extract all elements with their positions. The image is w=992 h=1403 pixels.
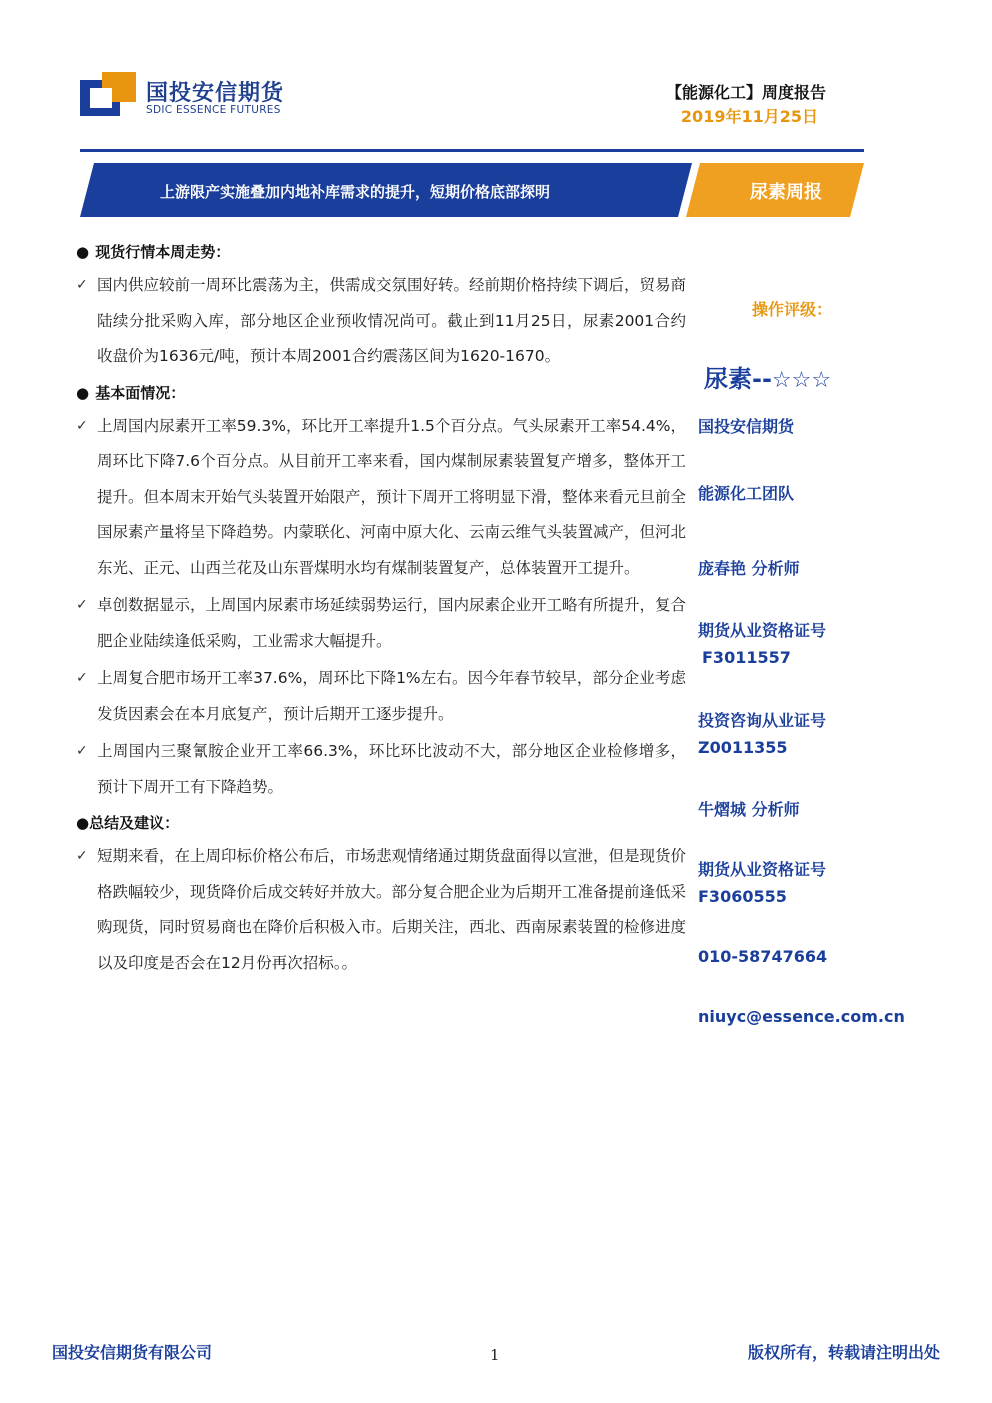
section-heading — [76, 377, 686, 409]
report-date: 2019年11月25日 — [680, 107, 818, 126]
checkmark-icon: ✓ — [76, 670, 88, 686]
analyst-name: 庞春艳 分析师 — [698, 559, 800, 578]
paragraph — [76, 409, 686, 587]
paragraph-text: 上周国内尿素开工率59.3%，环比开工率提升1.5个百分点。气头尿素开工率54.4%，周环比下降7.6个百分点。从目前开工率来看，国内煤制尿素装置复产增多，整体开工提升。但本周末开始气头装置开始限产，预计下周开工将明显下滑，整体来看元旦前全国尿素产量将呈下降趋势。内蒙联化、河南中原大化、云南云维气头装置减产，但河北东光、正元、山西兰花及山东晋煤明水均有煤制装置复产，总体装置开工提升。 — [97, 416, 687, 577]
section-heading-text: 总结及建议： — [89, 814, 180, 832]
cert-number: F3011557 — [702, 648, 791, 667]
cert-label: 期货从业资格证号 — [698, 860, 827, 879]
rating-product: 尿素-- — [704, 365, 772, 393]
advisory-number: Z0011355 — [698, 738, 788, 757]
paragraph — [76, 661, 686, 732]
paragraph-text: 国内供应较前一周环比震荡为主，供需成交氛围好转。经前期价格持续下调后，贸易商陆续分批采购入库，部分地区企业预收情况尚可。截止到11月25日，尿素2001合约收盘价为1636元/吨，预计本周2001合约震荡区间为1620-1670。 — [97, 276, 687, 365]
logo-mark-icon — [80, 72, 138, 118]
cert-number: F3060555 — [698, 887, 787, 906]
banner-tag: 尿素周报 — [750, 182, 822, 203]
paragraph-text: 短期来看，在上周印标价格公布后，市场悲观情绪通过期货盘面得以宣泄，但是现货价格跌幅较少，现货降价后成交转好并放大。部分复合肥企业为后期开工准备提前逢低采购现货，同时贸易商也在降价后积极入市。后期关注，西北、西南尿素装置的检修进度以及印度是否会在12月份再次招标。。 — [97, 847, 687, 972]
checkmark-icon: ✓ — [76, 597, 88, 613]
bullet-dot-icon: ● — [76, 383, 90, 402]
contact-phone: 010-58747664 — [698, 947, 828, 966]
footer-company: 国投安信期货有限公司 — [52, 1343, 213, 1362]
logo-name-en: SDIC ESSENCE FUTURES — [146, 104, 281, 116]
bullet-dot-icon: ● — [76, 814, 90, 832]
paragraph — [76, 268, 686, 375]
checkmark-icon: ✓ — [76, 277, 88, 293]
checkmark-icon: ✓ — [76, 743, 88, 759]
advisory-label: 投资咨询从业证号 — [698, 711, 827, 730]
section-heading — [76, 807, 686, 839]
section-heading-text: 现货行情本周走势： — [95, 243, 231, 261]
rating-stars-icon: ☆☆☆ — [771, 368, 832, 393]
sidebar-company: 国投安信期货 — [698, 417, 795, 436]
rating-label: 操作评级： — [752, 300, 833, 319]
paragraph-text: 卓创数据显示，上周国内尿素市场延续弱势运行，国内尿素企业开工略有所提升，复合肥企业陆续逢低采购，工业需求大幅提升。 — [97, 596, 687, 650]
rating — [704, 359, 831, 394]
paragraph-text: 上周复合肥市场开工率37.6%，周环比下降1%左右。因今年春节较早，部分企业考虑发货因素会在本月底复产，预计后期开工逐步提升。 — [97, 669, 686, 723]
header-divider — [80, 149, 864, 152]
checkmark-icon: ✓ — [76, 848, 88, 864]
section-heading — [76, 236, 686, 268]
main-content — [76, 236, 686, 983]
logo-name-cn: 国投安信期货 — [146, 81, 285, 106]
bullet-dot-icon: ● — [76, 243, 90, 261]
contact-email[interactable]: niuyc@essence.com.cn — [698, 1007, 905, 1026]
page-number: 1 — [490, 1346, 500, 1364]
company-logo — [80, 72, 310, 122]
paragraph — [76, 839, 686, 981]
report-type: 【能源化工】周度报告 — [665, 83, 826, 102]
paragraph — [76, 734, 686, 805]
paragraph-text: 上周国内三聚氰胺企业开工率66.3%，环比环比波动不大，部分地区企业检修增多，预计下周开工有下降趋势。 — [97, 742, 686, 796]
cert-label: 期货从业资格证号 — [698, 621, 827, 640]
banner-title: 上游限产实施叠加内地补库需求的提升，短期价格底部探明 — [160, 183, 551, 201]
analyst-name: 牛熠城 分析师 — [698, 800, 800, 819]
footer-rights: 版权所有，转载请注明出处 — [747, 1343, 940, 1362]
checkmark-icon: ✓ — [76, 417, 88, 434]
paragraph — [76, 588, 686, 659]
title-banner — [80, 163, 870, 217]
section-heading-text: 基本面情况： — [95, 383, 186, 402]
sidebar-team: 能源化工团队 — [698, 484, 795, 503]
